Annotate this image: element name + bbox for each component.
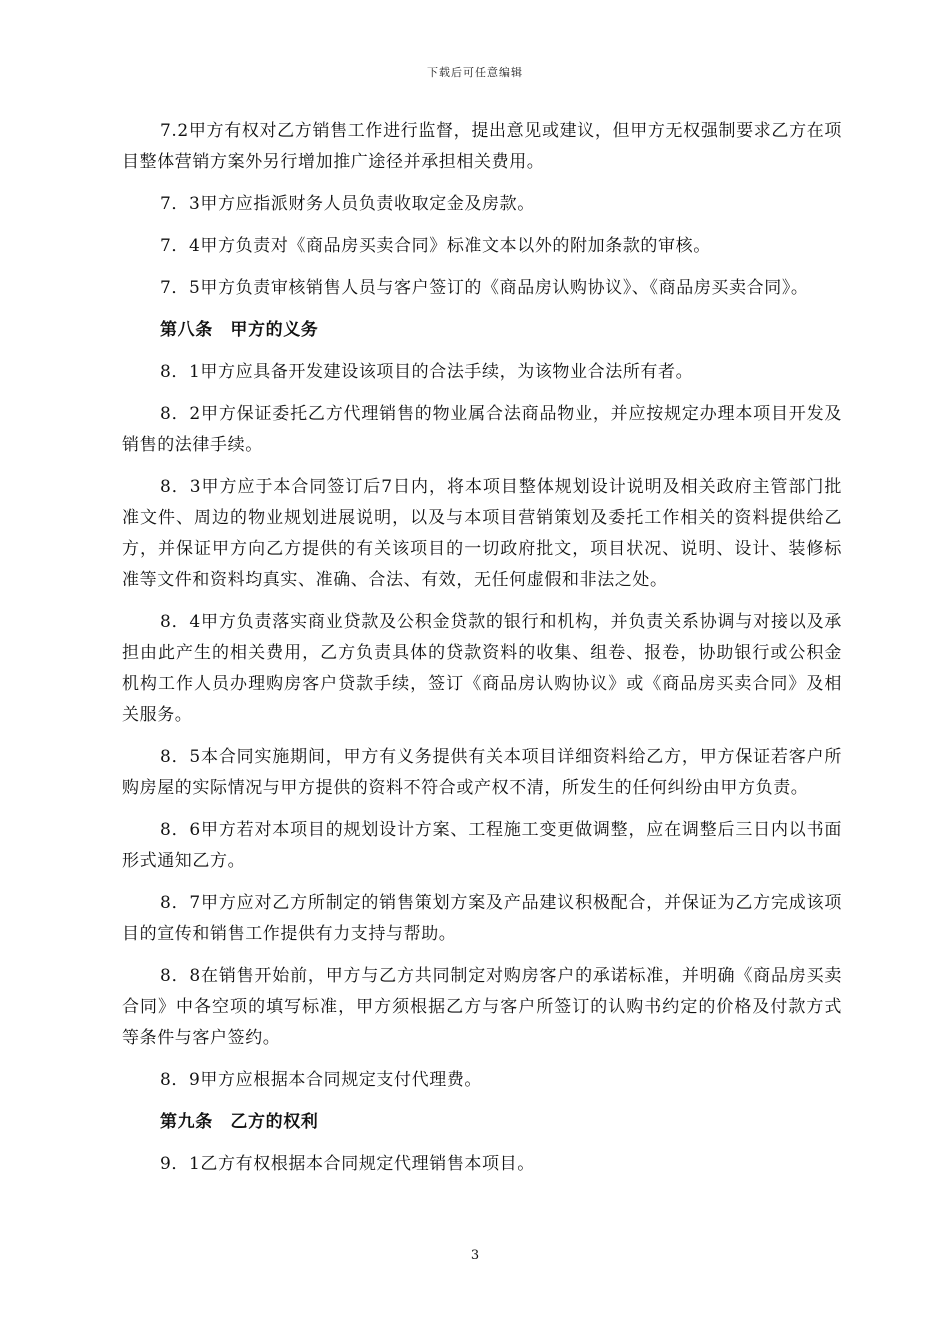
article-9-heading: 第九条 乙方的权利 — [160, 1112, 319, 1132]
clause-8-3: 8．3甲方应于本合同签订后7日内，将本项目整体规划设计说明及相关政府主管部门批准文件、周边的物业规划进展说明，以及与本项目营销策划及委托工作相关的资料提供给乙方，并保证甲方向乙方提供的有关该项目的一切政府批文，项目状况、说明、设计、装修标准等文件和资料均真实、准确、合法、有效，无任何虚假和非法之处。 — [122, 477, 842, 590]
page-number: 3 — [470, 1248, 480, 1263]
header-note: 下载后可任意编辑 — [427, 66, 523, 79]
clause-7-4: 7．4甲方负责对《商品房买卖合同》标准文本以外的附加条款的审核。 — [160, 236, 711, 256]
clause-8-9: 8．9甲方应根据本合同规定支付代理费。 — [160, 1070, 483, 1090]
document-body — [122, 116, 842, 1191]
clause-9-1: 9．1乙方有权根据本合同规定代理销售本项目。 — [160, 1154, 535, 1174]
clause-7-3: 7．3甲方应指派财务人员负责收取定金及房款。 — [160, 194, 535, 214]
clause-7-2: 7.2甲方有权对乙方销售工作进行监督，提出意见或建议，但甲方无权强制要求乙方在项目整体营销方案外另行增加推广途径并承担相关费用。 — [122, 121, 842, 172]
clause-8-8: 8．8在销售开始前，甲方与乙方共同制定对购房客户的承诺标准，并明确《商品房买卖合同》中各空项的填写标准，甲方须根据乙方与客户所签订的认购书约定的价格及付款方式等条件与客户签约。 — [122, 966, 842, 1048]
clause-7-5: 7．5甲方负责审核销售人员与客户签订的《商品房认购协议》、《商品房买卖合同》。 — [160, 278, 809, 298]
clause-8-6: 8．6甲方若对本项目的规划设计方案、工程施工变更做调整，应在调整后三日内以书面形式通知乙方。 — [122, 820, 842, 871]
clause-8-2: 8．2甲方保证委托乙方代理销售的物业属合法商品物业，并应按规定办理本项目开发及销售的法律手续。 — [122, 404, 842, 455]
clause-8-1: 8．1甲方应具备开发建设该项目的合法手续，为该物业合法所有者。 — [160, 362, 694, 382]
clause-8-5: 8．5本合同实施期间，甲方有义务提供有关本项目详细资料给乙方，甲方保证若客户所购房屋的实际情况与甲方提供的资料不符合或产权不清，所发生的任何纠纷由甲方负责。 — [122, 747, 842, 798]
clause-8-4: 8．4甲方负责落实商业贷款及公积金贷款的银行和机构，并负责关系协调与对接以及承担由此产生的相关费用，乙方负责具体的贷款资料的收集、组卷、报卷，协助银行或公积金机构工作人员办理购房客户贷款手续，签订《商品房认购协议》或《商品房买卖合同》及相关服务。 — [122, 612, 842, 725]
clause-8-7: 8．7甲方应对乙方所制定的销售策划方案及产品建议积极配合，并保证为乙方完成该项目的宣传和销售工作提供有力支持与帮助。 — [122, 893, 842, 944]
article-8-heading: 第八条 甲方的义务 — [160, 320, 319, 340]
